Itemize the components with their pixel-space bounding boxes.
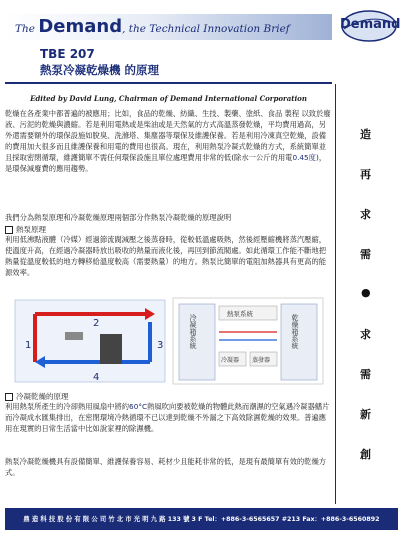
condenser-tower	[179, 304, 215, 380]
slogan-char-2: 再	[360, 168, 371, 181]
box-top-label: 熱泵系統	[227, 310, 253, 318]
footer-bar	[5, 508, 398, 530]
document-title: 熱泵冷凝乾燥機 的原理	[40, 63, 160, 77]
intro-paragraph	[5, 108, 332, 174]
compressor-shape	[100, 334, 122, 364]
footer-contact: 鼎 造 科 技 股 份 有 限 公 司 竹 北 市 光 明 九 路 133 號 3 F Tel：+886-3-6565657 #213 Fax：+886-3-6560892	[23, 516, 380, 523]
tower-left-label: 冷凝箱系統	[189, 314, 197, 349]
tower-right-label: 乾燥箱系統	[291, 314, 299, 349]
box-bottom-a-label: 冷凝器	[221, 357, 240, 364]
box-bottom-b-label: 蒸發器	[252, 357, 271, 364]
sidebar-divider	[335, 84, 336, 504]
sidebar-slogan	[334, 84, 398, 504]
section1-heading-text: 熱泵原理	[16, 225, 46, 234]
intro-text: 乾燥在各產業中都普遍的被應用；比如，食品的乾燥、紡織、生技、製藥、塗紙、食品 製程 以致於廢液、污泥的乾燥與濃縮。若是利用電熱或是柴油或是天然氣的方式高溫蒸發乾燥，平均費用過高，另外還需要額外的環保設施如脫臭、洗滌塔、集塵器等環保及維護保養。若是利用冷凍真空乾燥，設備的費用加大很多而且維護保養和用電的費用也很高。現在，利用熱泵冷凝式乾燥的方式，系統簡單並且採取密閉循環，維護簡單不需任何環保設施且單位處理費用非常的低(除水一公斤的用電	[5, 109, 331, 162]
section1-body: 利用低沸點液體（冷媒）經過節流閥減壓之後蒸發時，從較低溫處吸熱，然後經壓縮機將蒸汽壓縮，使溫度升高，在經過冷凝器時放出吸收的熱量而液化後，再回到節流閥處。如此循環工作能不斷地把熱量從溫度較低的地方轉移給溫度較高（需要熱量）的地方。熱泵比簡單的電阻加熱器具有更高的能源效率。	[5, 235, 327, 277]
slogan-bullet: ●	[361, 286, 371, 299]
document-number: TBE 207	[40, 47, 95, 61]
intro-tail: )，是環保減廢費的應用趨勢。	[5, 153, 327, 173]
diagram-label-1: 1	[25, 340, 32, 351]
header-tagline: , the Technical Innovation Brief	[122, 23, 290, 35]
conclusion-paragraph: 熱泵冷凝乾燥機具有設備簡單、維護保養容易、耗材少且能耗非常的低，是現有最簡單有效的乾燥方式。	[5, 457, 327, 477]
section2-heading-text: 冷凝乾燥的原理	[16, 392, 69, 401]
diagram-label-4: 4	[93, 372, 100, 383]
byline: Edited by David Lung, Chairman of Demand International Corporation	[30, 94, 307, 103]
header-the: The	[15, 23, 39, 35]
diagram-label-3: 3	[157, 340, 164, 351]
diagram-label-2: 2	[93, 318, 100, 329]
section2-highlight: 60°C	[129, 402, 148, 411]
header-brand: Demand	[38, 16, 123, 37]
intro-highlight: 0.45度	[292, 153, 316, 162]
header-banner	[5, 14, 332, 40]
slogan-char-7: 新	[360, 408, 371, 421]
slogan-char-4: 需	[360, 248, 371, 261]
heat-pump-diagram	[5, 292, 332, 387]
slogan-char-8: 創	[360, 448, 371, 461]
logo-text: Demand	[340, 17, 401, 32]
slogan-char-6: 需	[360, 368, 371, 381]
section2-body	[5, 401, 332, 434]
title-divider	[5, 82, 332, 84]
section2-text-a: 利用熱泵所產生的冷卻熱用風扇中將約	[5, 402, 130, 411]
slogan-char-3: 求	[360, 208, 371, 221]
slogan-char-1: 造	[360, 128, 371, 141]
valve-shape	[65, 332, 83, 340]
dryer-tower	[281, 304, 317, 380]
header-title	[15, 16, 290, 37]
intro2-paragraph: 我們分為熱泵原理和冷凝乾燥原理兩個部分作熱泵冷凝乾燥的原理說明	[5, 213, 232, 222]
checkbox-icon	[5, 226, 13, 234]
checkbox-icon	[5, 393, 13, 401]
section2-text-b: 熱風吹向要被乾燥的物體此熱而潮濕的空氣遇冷凝器鰭片而冷凝成水匯集排出，在密閉環境冷熱循環不已以達到乾燥不外漏之下高效除濕乾燥的效果。普遍應用在現實的日常生活當中比如說家裡的除濕機。	[5, 402, 330, 433]
slogan-char-5: 求	[360, 328, 371, 341]
